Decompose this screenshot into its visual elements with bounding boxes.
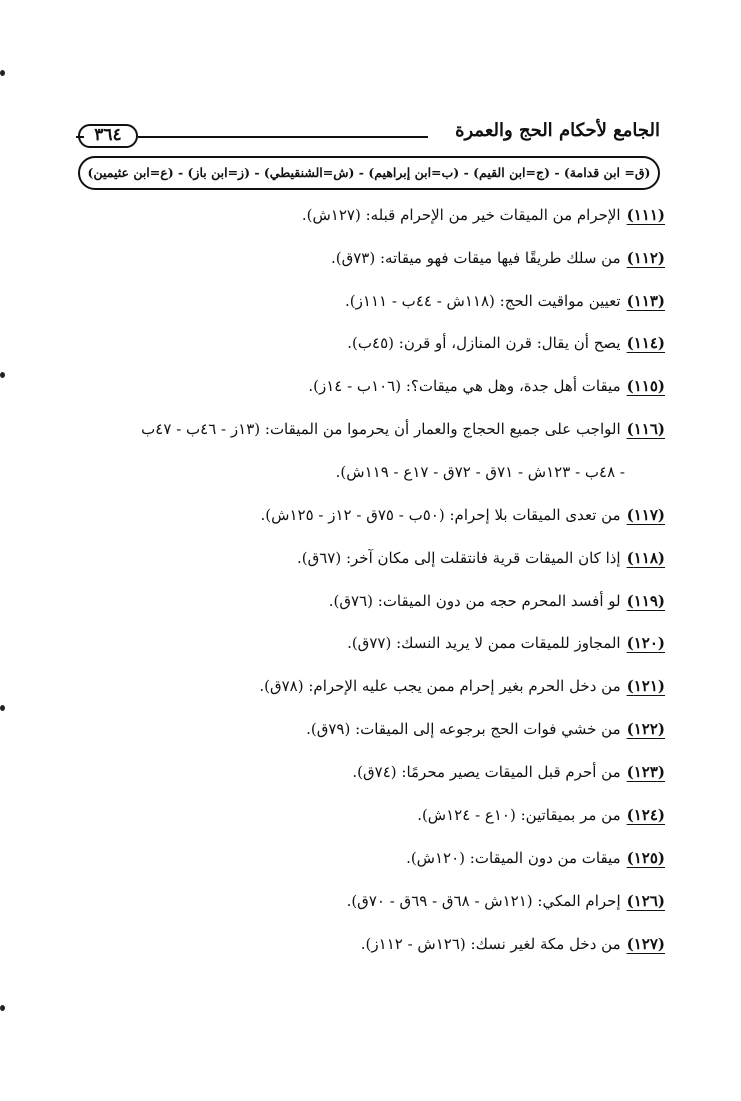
list-item [261, 504, 665, 527]
list-item [352, 761, 665, 784]
list-item [302, 204, 665, 227]
entry-number: (١٢٥) [626, 849, 665, 867]
abbreviation-legend: (ق= ابن قدامة) - (ج=ابن القيم) - (ب=ابن إبراهيم) - (ش=الشنقيطي) - (ز=ابن باز) - (ع=ابن عثيمين) [78, 156, 660, 190]
entry-number: (١١٩) [626, 592, 665, 610]
list-item [347, 632, 665, 655]
entry-text: من دخل مكة لغير نسك: (١٢٦ش - ١١٢ز). [360, 935, 621, 953]
entry-text: ميقات من دون الميقات: (١٢٠ش). [406, 849, 621, 867]
entry-number: (١٢٦) [626, 892, 665, 910]
entry-number: (١٢٠) [626, 634, 665, 652]
list-item [347, 332, 665, 355]
list-item [406, 847, 665, 870]
entry-number: (١١٦) [626, 420, 665, 438]
list-item [308, 375, 665, 398]
entry-number: (١١٨) [626, 549, 665, 567]
entry-number: (١١٣) [626, 292, 665, 310]
entry-text: لو أفسد المحرم حجه من دون الميقات: (٧٦ق). [328, 592, 621, 610]
list-item [297, 547, 665, 570]
entry-number: (١٢١) [626, 677, 665, 695]
entry-text: يصح أن يقال: قرن المنازل، أو قرن: (٤٥ب). [347, 334, 621, 352]
list-item [141, 418, 665, 484]
list-item [345, 290, 665, 313]
entry-text: الواجب على جميع الحجاج والعمار أن يحرموا من الميقات: (١٣ز - ٤٦ب - ٤٧ب [141, 420, 621, 438]
entry-text: ميقات أهل جدة، وهل هي ميقات؟: (١٠٦ب - ١٤ز). [308, 377, 621, 395]
entry-number: (١١٤) [626, 334, 665, 352]
entry-number: (١٢٧) [626, 935, 665, 953]
margin-dot [0, 1005, 5, 1011]
entry-text: من أحرم قبل الميقات يصير محرمًا: (٧٤ق). [352, 763, 621, 781]
entry-number: (١١٢) [626, 249, 665, 267]
page-number: ٣٦٤ [78, 124, 138, 148]
margin-dot [0, 372, 5, 378]
list-item [347, 890, 665, 913]
list-item [331, 247, 665, 270]
margin-dot [0, 70, 5, 76]
entry-text: تعيين مواقيت الحج: (١١٨ش - ٤٤ب - ١١١ز). [345, 292, 621, 310]
list-item [417, 804, 665, 827]
entry-number: (١٢٢) [626, 720, 665, 738]
running-header [78, 118, 660, 150]
entry-text: من خشي فوات الحج برجوعه إلى الميقات: (٧٩ق). [306, 720, 621, 738]
book-title: الجامع لأحكام الحج والعمرة [455, 120, 660, 141]
entry-text: من تعدى الميقات بلا إحرام: (٥٠ب - ٧٥ق - ١٢ز - ١٢٥ش). [260, 506, 621, 524]
list-item [361, 933, 665, 956]
entry-number: (١١٥) [626, 377, 665, 395]
margin-dot [0, 705, 5, 711]
entry-text: إحرام المكي: (١٢١ش - ٦٨ق - ٦٩ق - ٧٠ق). [346, 892, 621, 910]
header-rule [138, 136, 428, 138]
entry-text: المجاوز للميقات ممن لا يريد النسك: (٧٧ق). [347, 634, 621, 652]
list-item [259, 675, 665, 698]
entry-number: (١١٧) [626, 506, 665, 524]
entry-continuation: - ٤٨ب - ١٢٣ش - ٧١ق - ٧٢ق - ١٧ع - ١١٩ش). [335, 463, 625, 481]
entry-number: (١١١) [626, 206, 665, 224]
entry-text: الإحرام من الميقات خير من الإحرام قبله: (١٢٧ش). [301, 206, 621, 224]
entry-number: (١٢٣) [626, 763, 665, 781]
entry-text: من مر بميقاتين: (١٠ع - ١٢٤ش). [417, 806, 621, 824]
list-item [329, 590, 665, 613]
list-item [306, 718, 665, 741]
entry-number: (١٢٤) [626, 806, 665, 824]
entry-text: من سلك طريقًا فيها ميقات فهو ميقاته: (٧٣ق). [330, 249, 621, 267]
entry-text: إذا كان الميقات قرية فانتقلت إلى مكان آخر: (٦٧ق). [296, 549, 621, 567]
entry-text: من دخل الحرم بغير إحرام ممن يجب عليه الإحرام: (٧٨ق). [259, 677, 621, 695]
